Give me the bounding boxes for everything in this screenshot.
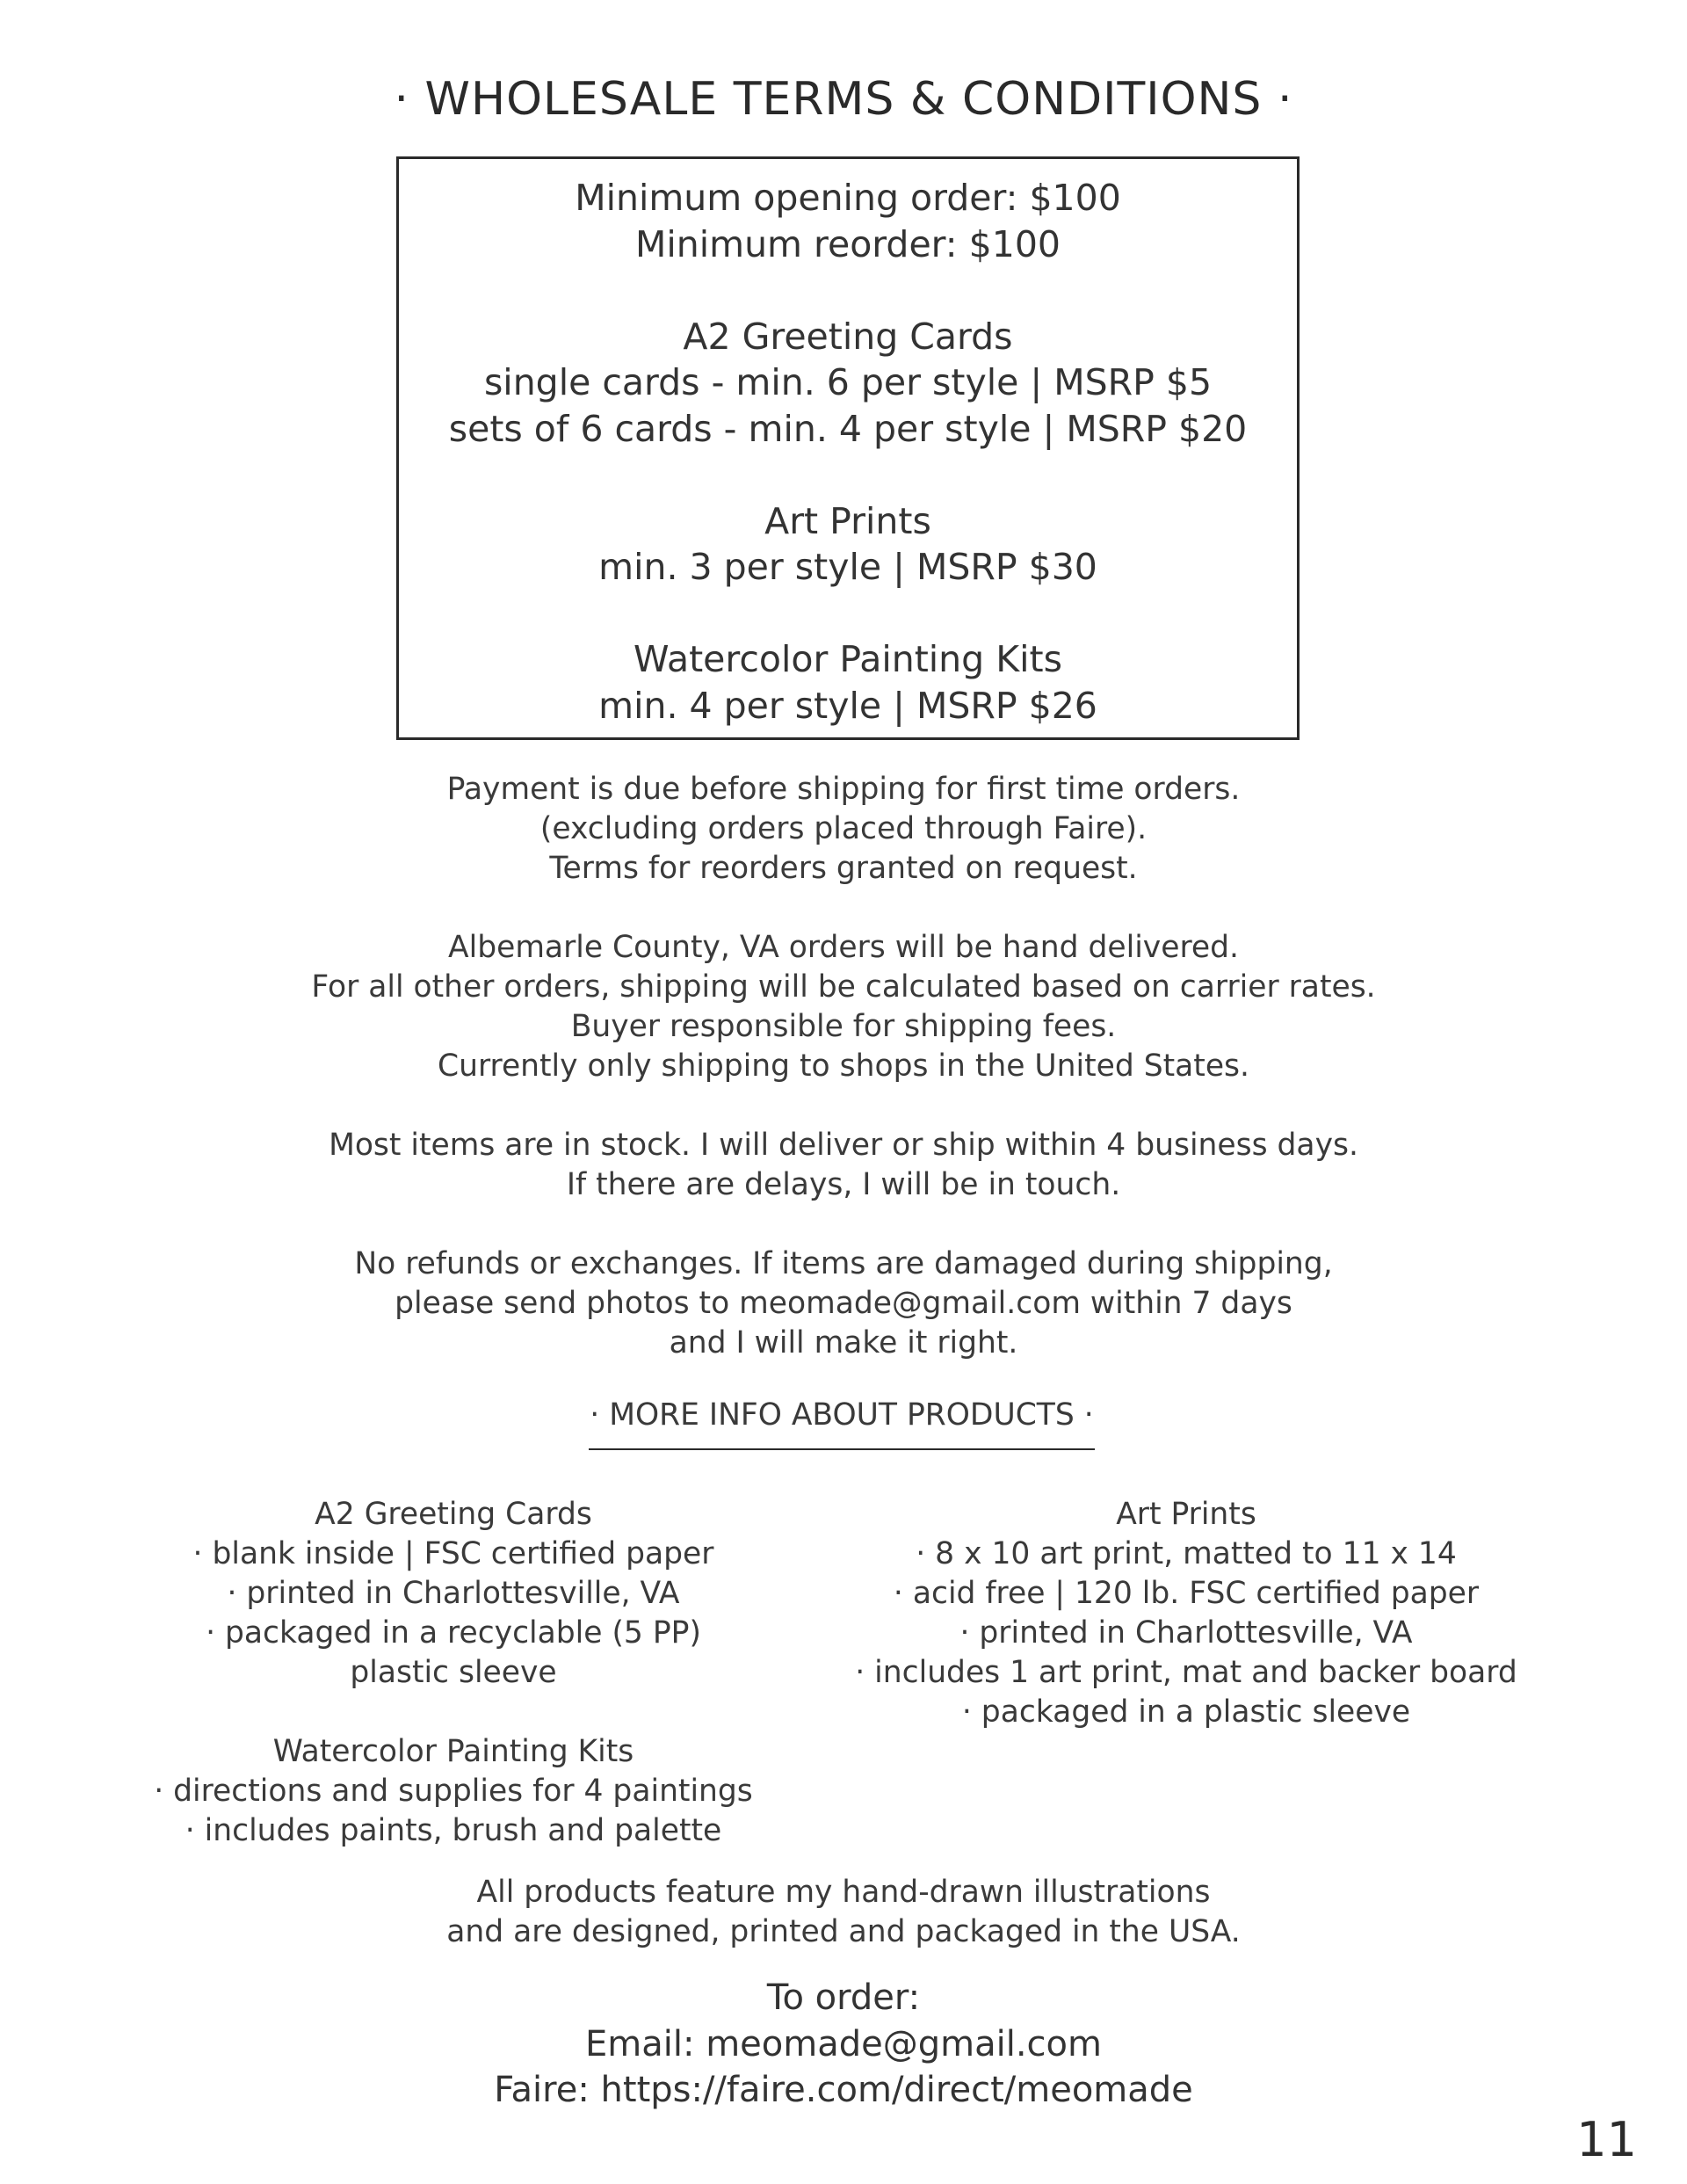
product-detail: · 8 x 10 art print, matted to 11 x 14 [916, 1536, 1457, 1571]
product-detail: · blank inside | FSC certified paper [192, 1536, 714, 1571]
handmade-statement [0, 1873, 1687, 1952]
cards-sets-terms: sets of 6 cards - min. 4 per style | MSRP $20 [448, 407, 1248, 450]
more-info-heading: · MORE INFO ABOUT PRODUCTS · [589, 1396, 1095, 1450]
stock-line: Most items are in stock. I will deliver or ship within 4 business days. [329, 1128, 1358, 1163]
payment-line: Payment is due before shipping for first time orders. [446, 772, 1241, 807]
page-number: 11 [1576, 2112, 1637, 2167]
page-title: · WHOLESALE TERMS & CONDITIONS · [394, 73, 1293, 126]
terms-box [396, 156, 1300, 740]
product-heading-cards: A2 Greeting Cards [315, 1497, 592, 1532]
kits-terms: min. 4 per style | MSRP $26 [598, 684, 1097, 727]
cards-heading: A2 Greeting Cards [683, 315, 1013, 358]
product-detail: · includes 1 art print, mat and backer board [855, 1655, 1517, 1690]
min-reorder: Minimum reorder: $100 [634, 222, 1061, 265]
shipping-line: Buyer responsible for shipping fees. [570, 1009, 1117, 1044]
products-right-column [844, 1495, 1529, 1732]
product-detail: · printed in Charlottesville, VA [227, 1576, 680, 1611]
product-detail: · packaged in a plastic sleeve [961, 1694, 1411, 1730]
shipping-line: For all other orders, shipping will be calculated based on carrier rates. [311, 969, 1376, 1005]
product-detail: plastic sleeve [350, 1655, 557, 1690]
prints-heading: Art Prints [764, 499, 931, 542]
shipping-line: Albemarle County, VA orders will be hand delivered. [448, 930, 1239, 965]
product-detail: · includes paints, brush and palette [185, 1813, 722, 1848]
min-opening-order: Minimum opening order: $100 [575, 177, 1121, 219]
product-detail: · acid free | 120 lb. FSC certified paper [893, 1576, 1480, 1611]
order-email[interactable]: Email: meomade@gmail.com [585, 2023, 1102, 2064]
order-heading: To order: [766, 1977, 921, 2018]
product-detail: · printed in Charlottesville, VA [959, 1615, 1413, 1651]
product-detail: · directions and supplies for 4 paintings [154, 1774, 753, 1809]
product-heading-prints: Art Prints [1116, 1497, 1256, 1532]
order-faire-link[interactable]: Faire: https://faire.com/direct/meomade [494, 2070, 1193, 2110]
payment-line: (excluding orders placed through Faire). [539, 811, 1148, 846]
products-left-column [141, 1495, 766, 1851]
product-heading-kits: Watercolor Painting Kits [272, 1734, 634, 1769]
stock-line: If there are delays, I will be in touch. [566, 1167, 1121, 1202]
order-info [0, 1975, 1687, 2114]
policies-section [0, 770, 1687, 1363]
payment-line: Terms for reorders granted on request. [549, 851, 1138, 886]
refund-line: No refunds or exchanges. If items are damaged during shipping, [354, 1246, 1333, 1281]
cards-single-terms: single cards - min. 6 per style | MSRP $5 [483, 361, 1213, 403]
kits-heading: Watercolor Painting Kits [634, 638, 1062, 680]
prints-terms: min. 3 per style | MSRP $30 [598, 546, 1097, 588]
handmade-line: and are designed, printed and packaged in the USA. [446, 1914, 1241, 1949]
product-detail: · packaged in a recyclable (5 PP) [206, 1615, 701, 1651]
refund-line: and I will make it right. [669, 1325, 1018, 1360]
refund-line: please send photos to meomade@gmail.com within 7 days [395, 1286, 1292, 1321]
handmade-line: All products feature my hand-drawn illustrations [476, 1875, 1211, 1910]
shipping-line: Currently only shipping to shops in the United States. [437, 1048, 1249, 1084]
